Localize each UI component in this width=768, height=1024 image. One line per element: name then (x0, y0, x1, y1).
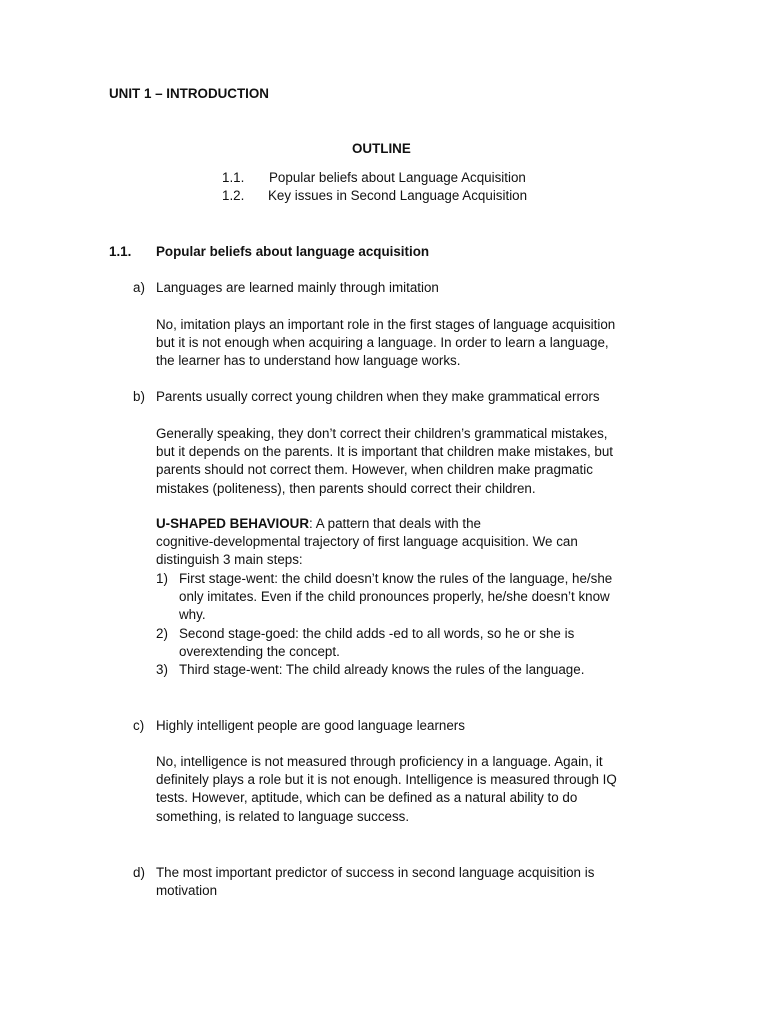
answer-line: No, intelligence is not measured through proficiency in a language. Again, it (156, 754, 603, 769)
step-line: Third stage-went: The child already knows the rules of the language. (179, 662, 585, 677)
outline-title: OUTLINE (352, 141, 411, 156)
u-shaped-line: distinguish 3 main steps: (156, 552, 303, 568)
outline-item-text: Key issues in Second Language Acquisition (268, 188, 528, 203)
answer-line: tests. However, aptitude, which can be defined as a natural ability to do (156, 790, 578, 806)
answer-line: something, is related to language success. (156, 808, 410, 824)
answer-line: but it is not enough when acquiring a language. In order to learn a language, (156, 335, 609, 351)
section-title: Popular beliefs about language acquisition (156, 244, 430, 259)
step-line: why. (179, 607, 206, 623)
statement-line: motivation (156, 883, 218, 899)
belief-statement: Parents usually correct young children when they make grammatical errors (156, 389, 600, 404)
step-line: Second stage-goed: the child adds -ed to all words, so he or she is (179, 626, 575, 641)
answer-line: but it depends on the parents. It is important that children make mistakes, but (156, 444, 614, 460)
answer-line: Generally speaking, they don’t correct their children’s grammatical mistakes, (156, 426, 608, 441)
step-text (179, 661, 584, 679)
belief-statement: Highly intelligent people are good language learners (156, 718, 465, 733)
step-line: only imitates. Even if the child pronounces properly, he/she doesn’t know (179, 589, 610, 605)
belief-statement: Languages are learned mainly through imitation (156, 280, 439, 295)
step-number: 1) (156, 571, 168, 586)
belief-answer (156, 425, 613, 498)
step-line: First stage-went: the child doesn’t know the rules of the language, he/she (179, 571, 613, 586)
belief-statement (156, 864, 594, 900)
u-shaped-term: U-SHAPED BEHAVIOUR (156, 516, 310, 531)
belief-letter: d) (133, 865, 145, 880)
unit-title: UNIT 1 – INTRODUCTION (109, 86, 269, 101)
belief-letter: a) (133, 280, 145, 295)
u-shaped-definition-start: : A pattern that deals with the (309, 516, 481, 531)
answer-line: No, imitation plays an important role in the first stages of language acquisition (156, 317, 616, 332)
answer-line: parents should not correct them. However, when children make pragmatic (156, 462, 593, 478)
belief-answer (156, 316, 615, 371)
step-number: 2) (156, 626, 168, 641)
belief-letter: b) (133, 389, 145, 404)
statement-line: The most important predictor of success in second language acquisition is (156, 865, 595, 880)
belief-letter: c) (133, 718, 145, 733)
answer-line: mistakes (politeness), then parents should correct their children. (156, 480, 536, 496)
step-text (179, 625, 574, 661)
outline-item-number: 1.1. (222, 170, 245, 185)
outline-item-text: Popular beliefs about Language Acquisition (269, 170, 526, 185)
belief-answer (156, 753, 617, 826)
answer-line: definitely plays a role but it is not enough. Intelligence is measured through IQ (156, 772, 617, 788)
outline-item-number: 1.2. (222, 188, 245, 203)
section-number: 1.1. (109, 244, 132, 259)
step-number: 3) (156, 662, 168, 677)
step-line: overextending the concept. (179, 644, 340, 660)
answer-line: the learner has to understand how language works. (156, 353, 461, 369)
step-text (179, 570, 612, 625)
u-shaped-line: cognitive-developmental trajectory of first language acquisition. We can (156, 534, 578, 550)
u-shaped-behaviour (156, 515, 578, 570)
